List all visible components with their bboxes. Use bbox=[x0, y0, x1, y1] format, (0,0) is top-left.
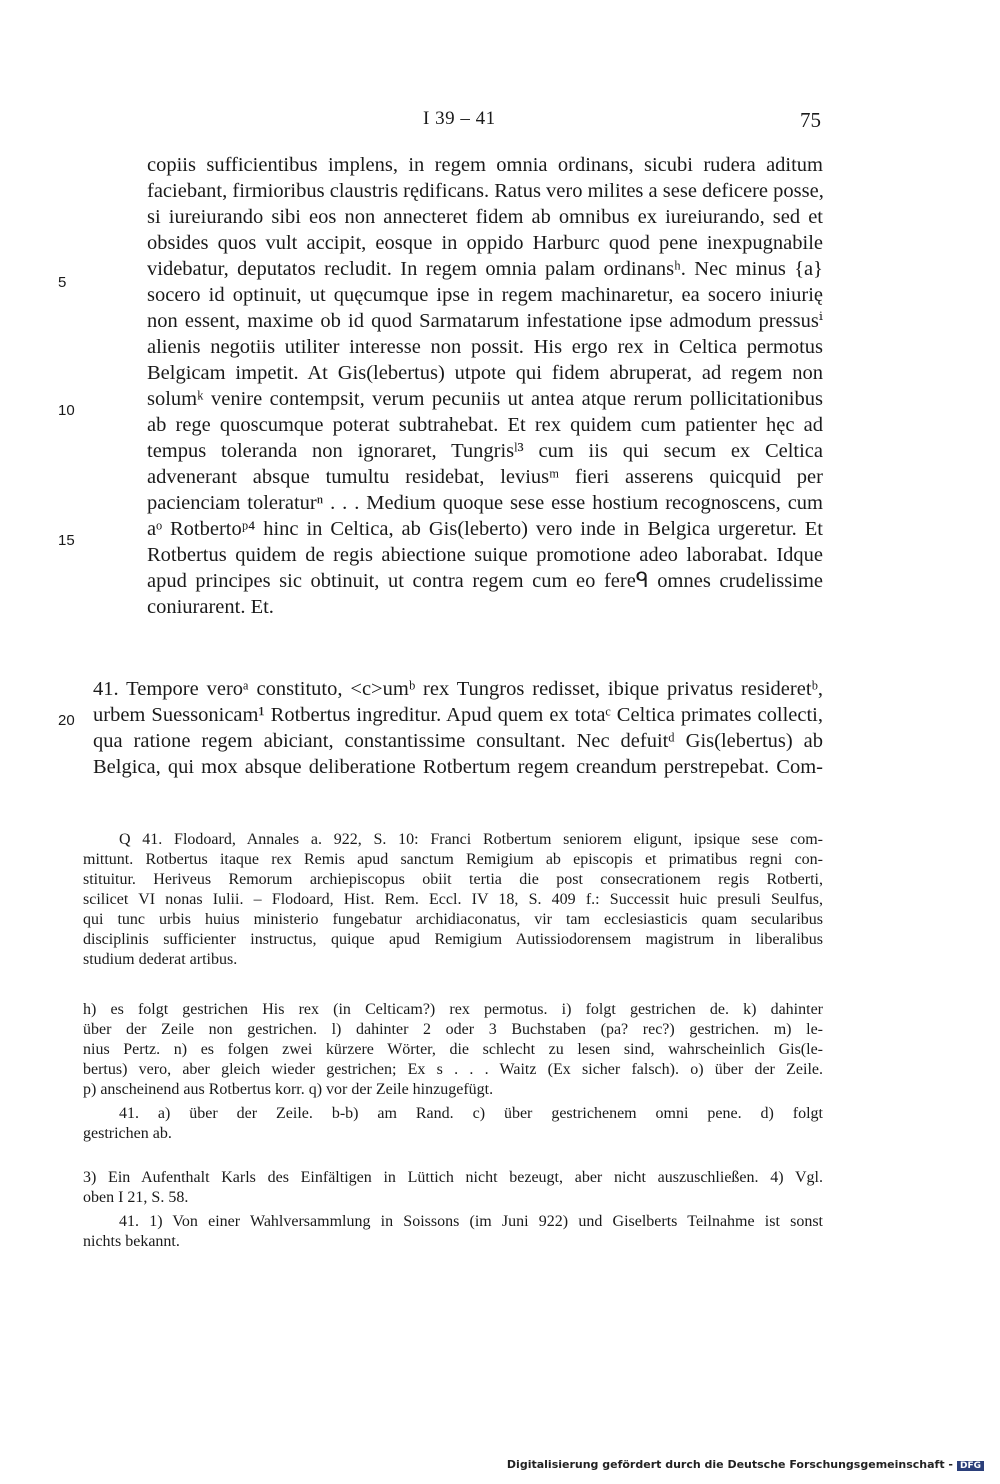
apparatus-line: über der Zeile non gestrichen. l) dahinter 2 oder 3 Buchstaben (pa? rec?) gestrichen. m) le- bbox=[83, 1021, 823, 1038]
text-line: obsides quos vult accipit, eosque in oppido Harburc quod pene inexpugnabile bbox=[147, 232, 823, 254]
source-note-line: stituitur. Heriveus Remorum archiepiscopus obiit tertia die post consecrationem regis Rotberti, bbox=[83, 871, 823, 888]
dfg-logo: DFG bbox=[957, 1461, 984, 1471]
line-number: 10 bbox=[58, 402, 75, 419]
source-note-line: disciplinis sufficienter instructus, quique apud Remigium Autissiodorensem magistrum in liberalibus bbox=[83, 931, 823, 948]
apparatus-line: h) es folgt gestrichen His rex (in Celticam?) rex permotus. i) folgt gestrichen de. k) dahinter bbox=[83, 1001, 823, 1018]
page-number: 75 bbox=[800, 108, 821, 132]
apparatus-line: p) anscheinend aus Rotbertus korr. q) vor der Zeile hinzugefügt. bbox=[83, 1081, 494, 1098]
source-note-line: scilicet VI nonas Iulii. – Flodoard, Hist. Rem. Eccl. IV 18, S. 409 f.: Successit huic presuli Seulfus, bbox=[83, 891, 823, 908]
text-line: tempus toleranda non ignoraret, Tungrisˡ³ cum iis qui secum ex Celtica bbox=[147, 440, 823, 462]
commentary-line: nichts bekannt. bbox=[83, 1233, 180, 1250]
chapter-line: urbem Suessonicam¹ Rotbertus ingreditur. Apud quem ex totaᶜ Celtica primates collecti, bbox=[93, 704, 823, 726]
text-line: solumᵏ venire contempsit, verum pecuniis ut antea atque rerum pollicitationibus bbox=[147, 388, 823, 410]
text-line: si iureiurando sibi eos non annecteret fidem ab omnibus ex iureiurando, sed et bbox=[147, 206, 823, 228]
line-number: 5 bbox=[58, 274, 67, 291]
commentary-line: 41. 1) Von einer Wahlversammlung in Soissons (im Juni 922) und Giselberts Teilnahme ist sonst bbox=[119, 1213, 823, 1230]
line-number: 20 bbox=[58, 712, 75, 729]
commentary-line: 3) Ein Aufenthalt Karls des Einfältigen in Lüttich nicht bezeugt, aber nicht auszuschließen. 4) Vgl. bbox=[83, 1169, 823, 1186]
text-line: Rotbertus quidem de regis abiectione suique promotione adeo laborabat. Idque bbox=[147, 544, 823, 566]
chapter-line: qua ratione regem abiciant, constantissime consultant. Nec defuitᵈ Gis(lebertus) ab bbox=[93, 730, 823, 752]
text-line: Belgicam impetit. At Gis(lebertus) utpote qui fidem abruperat, ad regem non bbox=[147, 362, 823, 384]
text-line: non essent, maxime ob id quod Sarmatarum infestatione ipse admodum pressusⁱ bbox=[147, 310, 823, 332]
source-note-line: Q 41. Flodoard, Annales a. 922, S. 10: Franci Rotbertum seniorem eligunt, ipsique sese com- bbox=[119, 831, 823, 848]
text-line: apud principes sic obtinuit, ut contra regem cum eo fereᑫ omnes crudelissime bbox=[147, 570, 823, 592]
text-line: alienis negotiis utiliter interesse non possit. His ergo rex in Celtica permotus bbox=[147, 336, 823, 358]
apparatus-line: nius Pertz. n) es folgen zwei kürzere Wörter, die schlecht zu lesen sind, wahrscheinlich Gis(le- bbox=[83, 1041, 823, 1058]
source-note-line: studium dederat artibus. bbox=[83, 951, 238, 968]
text-line: socero id optinuit, ut quęcumque ipse in regem machinaretur, ea socero iniurię bbox=[147, 284, 823, 306]
digitization-credit bbox=[507, 1458, 984, 1471]
chapter-line: 41. Tempore veroᵃ constituto, <c>umᵇ rex Tungros redisset, ibique privatus resideretᵇ, bbox=[93, 678, 823, 700]
text-line: copiis sufficientibus implens, in regem omnia ordinans, sicubi rudera aditum bbox=[147, 154, 823, 176]
commentary-line: oben I 21, S. 58. bbox=[83, 1189, 189, 1206]
text-line: aᵒ Rotbertoᵖ⁴ hinc in Celtica, ab Gis(leberto) vero inde in Belgica urgeretur. Et bbox=[147, 518, 823, 540]
text-line: ab rege quoscumque poterat subtrahebat. Et rex quidem cum patienter hęc ad bbox=[147, 414, 823, 436]
text-line: pacienciam toleraturⁿ . . . Medium quoque sese esse hostium recognoscens, cum bbox=[147, 492, 823, 514]
section-range: I 39 – 41 bbox=[423, 108, 496, 129]
chapter-line: Belgica, qui mox absque deliberatione Rotbertum regem creandum perstrepebat. Com- bbox=[93, 756, 823, 778]
apparatus-line: bertus) vero, aber gleich wieder gestrichen; Ex s . . . Waitz (Ex sicher falsch). o) über der Zeile. bbox=[83, 1061, 823, 1078]
apparatus-line: 41. a) über der Zeile. b-b) am Rand. c) über gestrichenem omni pene. d) folgt bbox=[119, 1105, 823, 1122]
source-note-line: qui tunc urbis huius ministerio fungebatur archidiaconatus, vir tam ecclesiasticis quam secularibus bbox=[83, 911, 823, 928]
source-note-line: mittunt. Rotbertus itaque rex Remis apud sanctum Remigium ab episcopis et primatibus regni con- bbox=[83, 851, 823, 868]
text-line: coniurarent. Et. bbox=[147, 596, 274, 618]
text-line: faciebant, firmioribus claustris rędificans. Ratus vero milites a sese deficere posse, bbox=[147, 180, 824, 202]
text-line: videbatur, deputatos recludit. In regem omnia palam ordinansʰ. Nec minus {a} bbox=[147, 258, 823, 280]
text-line: advenerant absque tumultu residebat, leviusᵐ fieri asserens quicquid per bbox=[147, 466, 823, 488]
credit-text: Digitalisierung gefördert durch die Deutsche Forschungsgemeinschaft - bbox=[506, 1458, 953, 1471]
line-number: 15 bbox=[58, 532, 75, 549]
apparatus-line: gestrichen ab. bbox=[83, 1125, 172, 1142]
